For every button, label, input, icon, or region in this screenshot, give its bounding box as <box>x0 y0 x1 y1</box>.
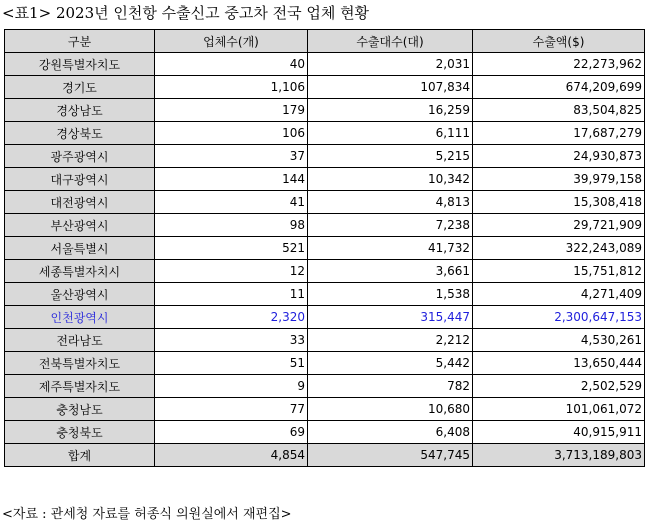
table-row <box>5 260 645 283</box>
table-header-row <box>5 30 645 53</box>
units-cell: 2,212 <box>308 329 473 352</box>
table-row <box>5 283 645 306</box>
units-cell: 5,215 <box>308 145 473 168</box>
table-row <box>5 398 645 421</box>
firms-cell: 144 <box>155 168 308 191</box>
units-cell: 5,442 <box>308 352 473 375</box>
amount-cell: 24,930,873 <box>473 145 645 168</box>
units-cell: 782 <box>308 375 473 398</box>
amount-cell: 17,687,279 <box>473 122 645 145</box>
table-row <box>5 214 645 237</box>
source-note: <자료 : 관세청 자료를 허종식 의원실에서 재편집> <box>2 507 292 522</box>
region-cell: 울산광역시 <box>5 283 155 306</box>
amount-cell: 2,502,529 <box>473 375 645 398</box>
table-row-highlighted <box>5 306 645 329</box>
amount-cell: 15,308,418 <box>473 191 645 214</box>
firms-cell: 98 <box>155 214 308 237</box>
table-row <box>5 375 645 398</box>
region-cell: 대전광역시 <box>5 191 155 214</box>
table-row <box>5 191 645 214</box>
amount-cell: 39,979,158 <box>473 168 645 191</box>
units-cell: 315,447 <box>308 306 473 329</box>
table-row <box>5 53 645 76</box>
table-row <box>5 421 645 444</box>
total-units-cell: 547,745 <box>308 444 473 467</box>
table-row <box>5 352 645 375</box>
column-header-firms: 업체수(개) <box>155 30 308 53</box>
units-cell: 7,238 <box>308 214 473 237</box>
units-cell: 10,342 <box>308 168 473 191</box>
region-cell: 전라남도 <box>5 329 155 352</box>
amount-cell: 674,209,699 <box>473 76 645 99</box>
units-cell: 107,834 <box>308 76 473 99</box>
firms-cell: 2,320 <box>155 306 308 329</box>
region-cell: 충청남도 <box>5 398 155 421</box>
region-cell: 인천광역시 <box>5 306 155 329</box>
amount-cell: 322,243,089 <box>473 237 645 260</box>
region-cell: 대구광역시 <box>5 168 155 191</box>
firms-cell: 521 <box>155 237 308 260</box>
table-row <box>5 99 645 122</box>
firms-cell: 77 <box>155 398 308 421</box>
region-cell: 부산광역시 <box>5 214 155 237</box>
amount-cell: 2,300,647,153 <box>473 306 645 329</box>
region-cell: 경상북도 <box>5 122 155 145</box>
amount-cell: 4,271,409 <box>473 283 645 306</box>
region-cell: 강원특별자치도 <box>5 53 155 76</box>
amount-cell: 40,915,911 <box>473 421 645 444</box>
region-cell: 충청북도 <box>5 421 155 444</box>
firms-cell: 69 <box>155 421 308 444</box>
amount-cell: 13,650,444 <box>473 352 645 375</box>
amount-cell: 15,751,812 <box>473 260 645 283</box>
table-row <box>5 145 645 168</box>
units-cell: 1,538 <box>308 283 473 306</box>
region-cell: 경상남도 <box>5 99 155 122</box>
region-cell: 제주특별자치도 <box>5 375 155 398</box>
table-row <box>5 122 645 145</box>
column-header-units: 수출대수(대) <box>308 30 473 53</box>
units-cell: 41,732 <box>308 237 473 260</box>
firms-cell: 51 <box>155 352 308 375</box>
units-cell: 16,259 <box>308 99 473 122</box>
units-cell: 2,031 <box>308 53 473 76</box>
firms-cell: 9 <box>155 375 308 398</box>
firms-cell: 179 <box>155 99 308 122</box>
amount-cell: 29,721,909 <box>473 214 645 237</box>
firms-cell: 40 <box>155 53 308 76</box>
amount-cell: 4,530,261 <box>473 329 645 352</box>
units-cell: 3,661 <box>308 260 473 283</box>
region-cell: 경기도 <box>5 76 155 99</box>
region-cell: 전북특별자치도 <box>5 352 155 375</box>
table-caption: <표1> 2023년 인천항 수출신고 중고차 전국 업체 현황 <box>2 4 370 22</box>
units-cell: 10,680 <box>308 398 473 421</box>
firms-cell: 106 <box>155 122 308 145</box>
export-table <box>4 29 645 467</box>
amount-cell: 101,061,072 <box>473 398 645 421</box>
amount-cell: 83,504,825 <box>473 99 645 122</box>
table-total-row <box>5 444 645 467</box>
total-amount-cell: 3,713,189,803 <box>473 444 645 467</box>
region-cell: 광주광역시 <box>5 145 155 168</box>
total-firms-cell: 4,854 <box>155 444 308 467</box>
firms-cell: 1,106 <box>155 76 308 99</box>
column-header-amount: 수출액($) <box>473 30 645 53</box>
region-cell: 세종특별자치시 <box>5 260 155 283</box>
column-header-region: 구분 <box>5 30 155 53</box>
region-cell: 서울특별시 <box>5 237 155 260</box>
units-cell: 4,813 <box>308 191 473 214</box>
units-cell: 6,408 <box>308 421 473 444</box>
table-row <box>5 168 645 191</box>
firms-cell: 11 <box>155 283 308 306</box>
amount-cell: 22,273,962 <box>473 53 645 76</box>
units-cell: 6,111 <box>308 122 473 145</box>
table-row <box>5 76 645 99</box>
firms-cell: 37 <box>155 145 308 168</box>
firms-cell: 41 <box>155 191 308 214</box>
table-row <box>5 237 645 260</box>
firms-cell: 33 <box>155 329 308 352</box>
total-label-cell: 합계 <box>5 444 155 467</box>
table-row <box>5 329 645 352</box>
firms-cell: 12 <box>155 260 308 283</box>
